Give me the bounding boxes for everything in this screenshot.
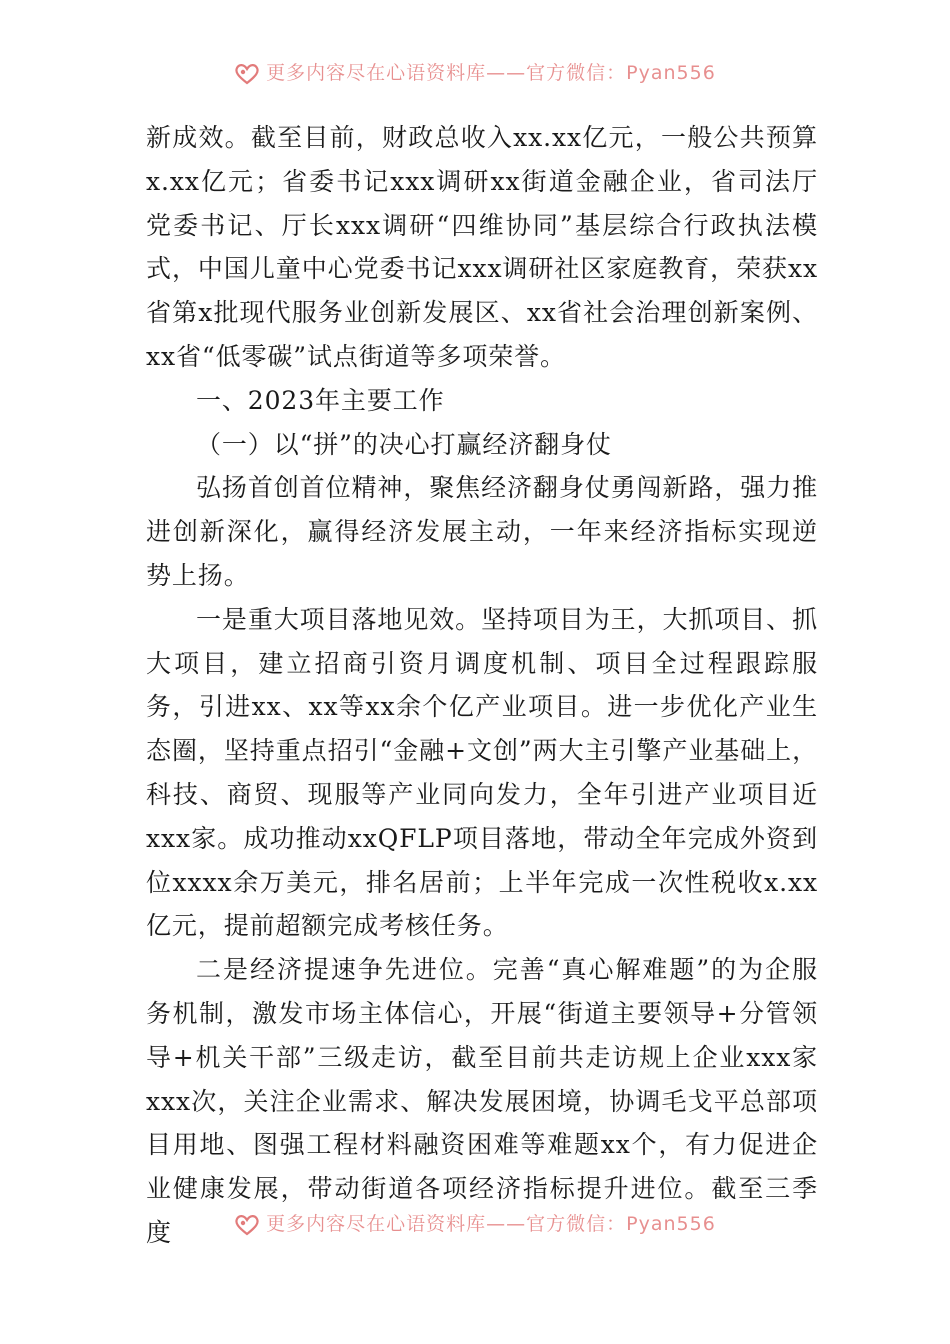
document-body: [146, 116, 818, 1255]
header-watermark: [0, 58, 950, 85]
paragraph-intro: 弘扬首创首位精神，聚焦经济翻身仗勇闯新路，强力推进创新深化，赢得经济发展主动，一年来经济指标实现逆势上扬。: [146, 473, 818, 590]
heart-logo-icon: [234, 63, 260, 85]
watermark-text: 更多内容尽在心语资料库——官方微信：Pyan556: [266, 1213, 716, 1235]
footer-watermark: [0, 1209, 950, 1236]
subsection-heading: （一）以“拼”的决心打赢经济翻身仗: [196, 429, 612, 459]
section-heading: 一、2023年主要工作: [196, 385, 445, 415]
watermark-text: 更多内容尽在心语资料库——官方微信：Pyan556: [266, 62, 716, 84]
heart-logo-icon: [234, 1214, 260, 1236]
paragraph-point-two: 二是经济提速争先进位。完善“真心解难题”的为企服务机制，激发市场主体信心，开展“街道主要领导+分管领导+机关干部”三级走访，截至目前共走访规上企业xxx家xxx次，关注企业需求、解决发展困境，协调毛戈平总部项目用地、图强工程材料融资困难等难题xx个，有力促进企业健康发展，带动街道各项经济指标提升进位。截至三季度: [146, 955, 818, 1247]
paragraph-continuation: 新成效。截至目前，财政总收入xx.xx亿元，一般公共预算x.xx亿元；省委书记xxx调研xx街道金融企业，省司法厅党委书记、厅长xxx调研“四维协同”基层综合行政执法模式，中国儿童中心党委书记xxx调研社区家庭教育，荣获xx省第x批现代服务业创新发展区、xx省社会治理创新案例、xx省“低零碳”试点街道等多项荣誉。: [146, 123, 818, 371]
paragraph-point-one: 一是重大项目落地见效。坚持项目为王，大抓项目、抓大项目，建立招商引资月调度机制、项目全过程跟踪服务，引进xx、xx等xx余个亿产业项目。进一步优化产业生态圈，坚持重点招引“金融+文创”两大主引擎产业基础上，科技、商贸、现服等产业同向发力，全年引进产业项目近xxx家。成功推动xxQFLP项目落地，带动全年完成外资到位xxxx余万美元，排名居前；上半年完成一次性税收x.xx亿元，提前超额完成考核任务。: [146, 604, 818, 941]
